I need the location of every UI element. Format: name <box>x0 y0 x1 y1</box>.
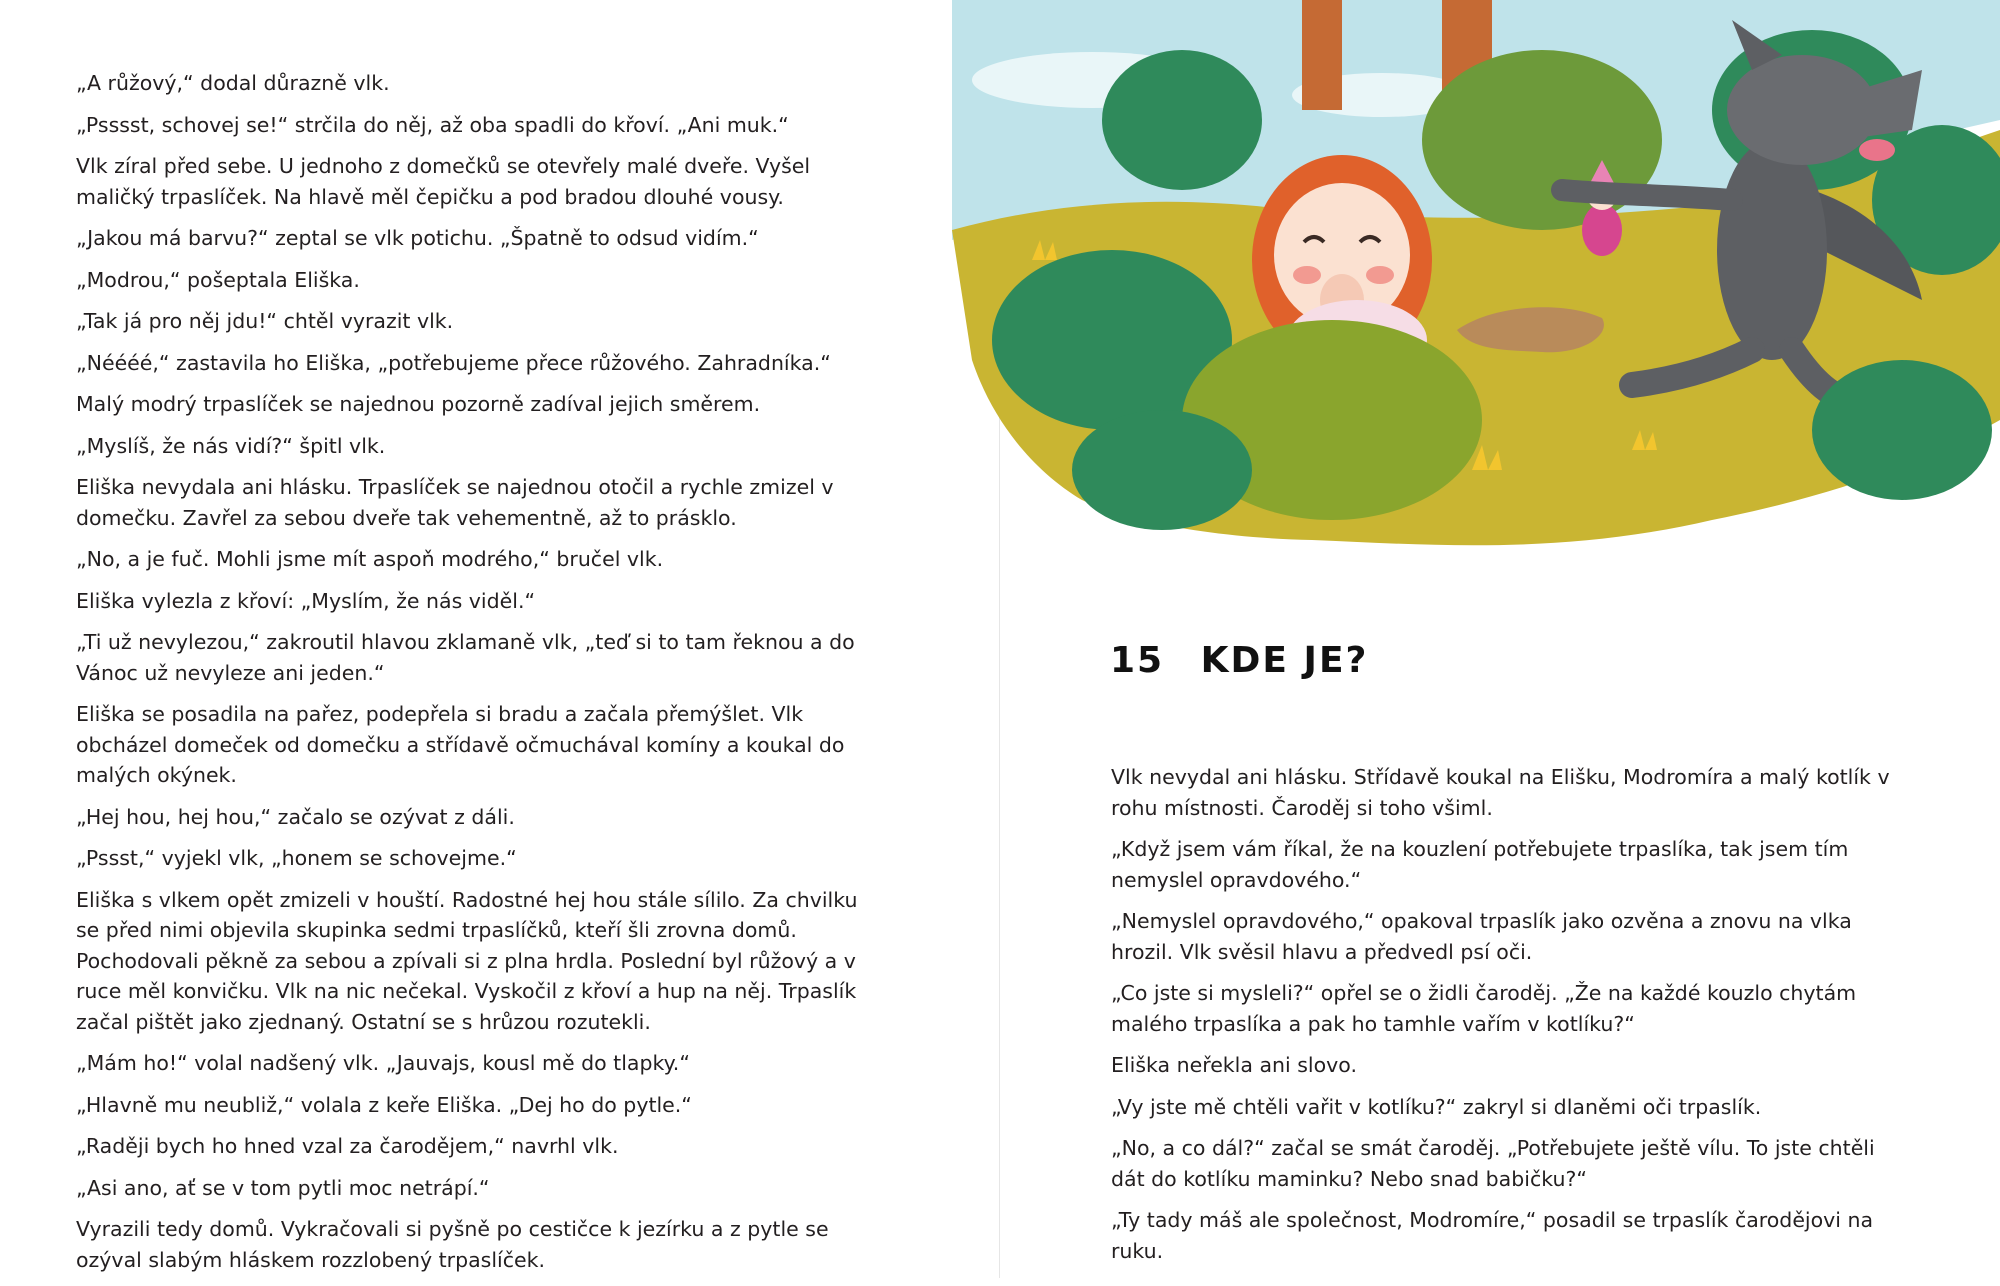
bush <box>1812 360 1992 500</box>
girl-cheek <box>1366 266 1394 284</box>
paragraph: „No, a co dál?“ začal se smát čaroděj. „Potřebujete ještě vílu. To jste chtěli dát do kotlíku maminku? Nebo snad babičku?“ <box>1111 1136 1875 1191</box>
paragraph: „Néééé,“ zastavila ho Eliška, „potřebujeme přece růžového. Zahradníka.“ <box>76 350 831 375</box>
illustration-svg <box>912 0 2000 560</box>
story-illustration <box>912 0 2000 560</box>
paragraph: „Ti už nevylezou,“ zakroutil hlavou zklamaně vlk, „teď si to tam řeknou a do Vánoc už nevyleze ani jeden.“ <box>76 630 855 685</box>
paragraph: Vlk nevydal ani hlásku. Střídavě koukal na Elišku, Modromíra a malý kotlík v rohu místnosti. Čaroděj si toho všiml. <box>1111 765 1890 820</box>
paragraph: Eliška neřekla ani slovo. <box>1111 1053 1357 1077</box>
gnome-body <box>1582 204 1622 256</box>
paragraph: „Hlavně mu neubliž,“ volala z keře Eliška. „Dej ho do pytle.“ <box>76 1092 692 1117</box>
right-page-text <box>1111 762 1901 1277</box>
paragraph: „Nemyslel opravdového,“ opakoval trpaslík jako ozvěna a znovu na vlka hrozil. Vlk svěsil hlavu a předvedl psí oči. <box>1111 909 1852 964</box>
chapter-number: 15 <box>1110 640 1165 681</box>
left-page <box>0 0 1000 1278</box>
wolf-body <box>1717 140 1827 360</box>
paragraph: „Raději bych ho hned vzal za čarodějem,“ navrhl vlk. <box>76 1134 619 1158</box>
paragraph: „Ty tady máš ale společnost, Modromíre,“ posadil se trpaslík čarodějovi na ruku. <box>1111 1208 1874 1263</box>
paragraph: Eliška vylezla z křoví: „Myslím, že nás viděl.“ <box>76 588 536 613</box>
paragraph: „A růžový,“ dodal důrazně vlk. <box>76 71 390 95</box>
wolf-tongue <box>1859 139 1895 161</box>
paragraph: „Myslíš, že nás vidí?“ špitl vlk. <box>76 433 386 458</box>
right-page <box>1000 0 2000 1278</box>
paragraph: „Když jsem vám říkal, že na kouzlení potřebujete trpaslíka, tak jsem tím nemyslel opravdového.“ <box>1111 837 1849 892</box>
paragraph: „No, a je fuč. Mohli jsme mít aspoň modrého,“ bručel vlk. <box>76 547 664 571</box>
paragraph: „Psssst, schovej se!“ strčila do něj, až oba spadli do křoví. „Ani muk.“ <box>76 112 789 137</box>
paragraph: Eliška s vlkem opět zmizeli v houští. Radostné hej hou stále sílilo. Za chvilku se před nimi objevila skupinka sedmi trpaslíčků, kteří šli zrovna domů. Pochodovali pěkně za sebou a zpívali si z plna hrdla. Poslední byl růžový a v ruce měl konvičku. Vlk na nic nečekal. Vyskočil z křoví a hup na něj. Trpaslík začal pištět jako zjednaný. Ostatní se s hrůzou rozutekli. <box>76 887 858 1034</box>
tree-trunk <box>1302 0 1342 110</box>
bush <box>1102 50 1262 190</box>
paragraph: „Modrou,“ pošeptala Eliška. <box>76 267 360 292</box>
bush <box>1072 410 1252 530</box>
paragraph: „Asi ano, ať se v tom pytli moc netrápí.“ <box>76 1175 490 1200</box>
paragraph: „Tak já pro něj jdu!“ chtěl vyrazit vlk. <box>76 309 454 333</box>
paragraph: „Vy jste mě chtěli vařit v kotlíku?“ zakryl si dlaněmi oči trpaslík. <box>1111 1094 1762 1119</box>
paragraph: „Pssst,“ vyjekl vlk, „honem se schovejme.“ <box>76 846 517 870</box>
chapter-title: KDE JE? <box>1200 640 1369 681</box>
paragraph: „Co jste si mysleli?“ opřel se o židli čaroděj. „Že na každé kouzlo chytám malého trpaslíka a pak ho tamhle vařím v kotlíku?“ <box>1111 981 1857 1036</box>
paragraph: Eliška nevydala ani hlásku. Trpaslíček se najednou otočil a rychle zmizel v domečku. Zavřel za sebou dveře tak vehementně, až to prásklo. <box>76 475 834 530</box>
wolf-arm <box>1562 190 1732 200</box>
left-page-text <box>76 68 866 1286</box>
girl-cheek <box>1293 266 1321 284</box>
paragraph: Malý modrý trpaslíček se najednou pozorně zadíval jejich směrem. <box>76 392 761 416</box>
paragraph: „Jakou má barvu?“ zeptal se vlk potichu. „Špatně to odsud vidím.“ <box>76 226 759 250</box>
chapter-heading <box>1110 640 1368 681</box>
paragraph: Eliška se posadila na pařez, podepřela si bradu a začala přemýšlet. Vlk obcházel domeček od domečku a střídavě očmuchával komíny a koukal do malých okýnek. <box>76 702 845 787</box>
paragraph: „Hej hou, hej hou,“ začalo se ozývat z dáli. <box>76 804 515 829</box>
paragraph: Vlk zíral před sebe. U jednoho z domečků se otevřely malé dveře. Vyšel maličký trpaslíček. Na hlavě měl čepičku a pod bradou dlouhé vousy. <box>76 154 811 209</box>
paragraph: Vyrazili tedy domů. Vykračovali si pyšně po cestičce k jezírku a z pytle se ozýval slabým hláskem rozzlobený trpaslíček. <box>76 1217 829 1272</box>
paragraph: „Mám ho!“ volal nadšený vlk. „Jauvajs, kousl mě do tlapky.“ <box>76 1051 690 1075</box>
